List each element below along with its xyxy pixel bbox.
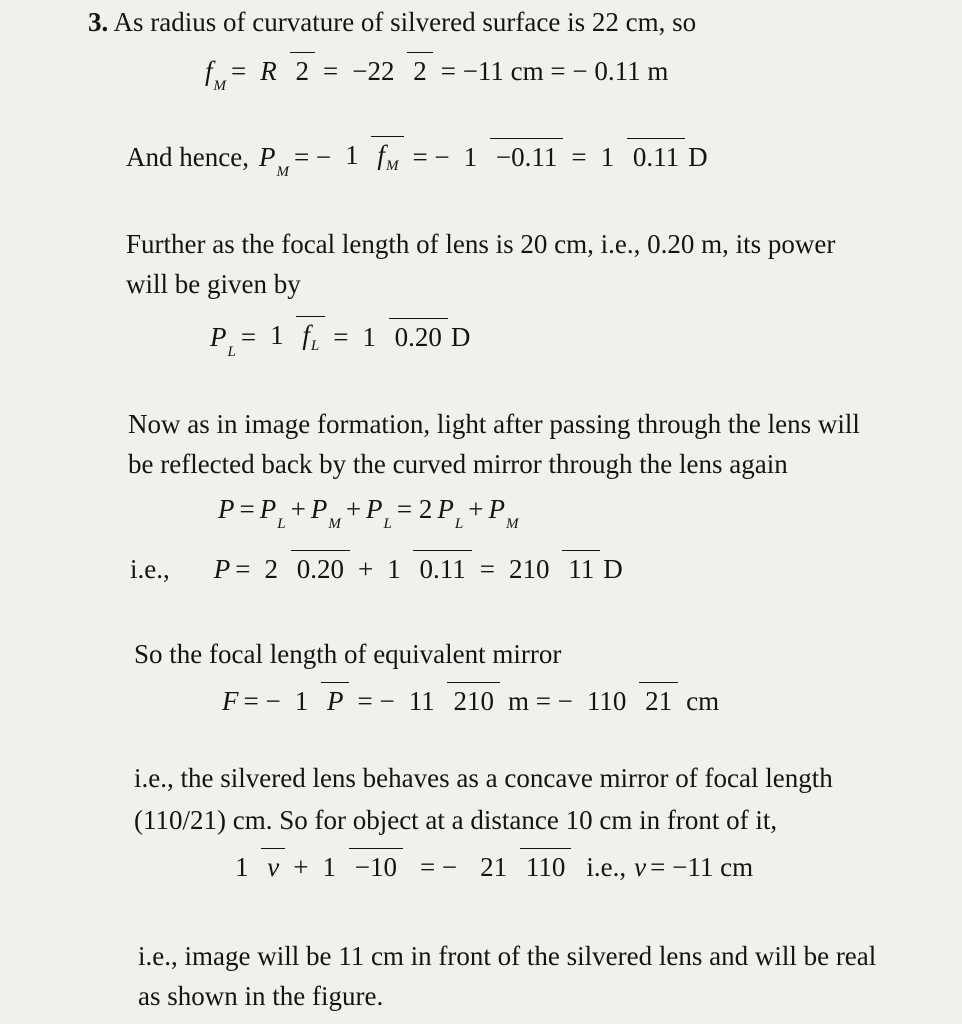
symbol-v: v (634, 852, 647, 882)
denominator: 0.20 (291, 550, 350, 584)
paragraph-line: as shown in the figure. (138, 981, 384, 1011)
numerator: 1 (294, 686, 309, 716)
subscript: L (277, 516, 286, 532)
paragraph-line: i.e., image will be 11 cm in front of the silvered lens and will be real (138, 941, 877, 971)
symbol-p: P (488, 494, 505, 524)
numerator: R (260, 56, 277, 86)
fraction (254, 56, 315, 87)
numerator: 1 (362, 322, 376, 352)
numerator: 11 (408, 686, 435, 716)
numerator: 210 (508, 554, 550, 584)
equation-power-value (130, 554, 623, 585)
intro-line (88, 6, 696, 38)
denominator: 210 (447, 682, 500, 716)
subscript: L (310, 338, 320, 354)
numerator: 1 (463, 142, 478, 172)
symbol-p: P (310, 494, 328, 524)
equals-sign: = (239, 494, 255, 524)
fraction (581, 686, 678, 717)
subscript: L (383, 516, 392, 532)
fraction (339, 140, 404, 175)
paragraph-line: Further as the focal length of lens is 20 cm, i.e., 0.20 m, its power (126, 229, 836, 259)
symbol-p: P (213, 554, 231, 584)
symbol-p: P (437, 494, 454, 524)
equals-minus: = − (243, 686, 281, 716)
fraction (381, 554, 472, 585)
unit-dioptre: D (450, 322, 471, 352)
numerator: 1 (235, 852, 249, 882)
fraction (458, 142, 564, 173)
equals-minus: = − (293, 142, 332, 172)
paragraph-line: i.e., the silvered lens behaves as a concave mirror of focal length (134, 763, 833, 793)
equation-mirror-formula (226, 852, 758, 883)
denominator: v (267, 852, 280, 882)
fraction (595, 142, 686, 173)
equation-equivalent-focal-length (222, 686, 724, 717)
fraction (258, 554, 350, 585)
result-text: = −11 cm = − 0.11 m (440, 56, 669, 86)
plus-sign: + (468, 494, 484, 524)
numerator: 110 (586, 686, 627, 716)
subscript: M (276, 164, 289, 180)
equals-sign: = (323, 56, 339, 86)
numerator: 1 (322, 852, 336, 882)
subscript: M (505, 516, 519, 532)
numerator: −22 (352, 56, 395, 86)
numerator: 21 (480, 852, 508, 882)
equals-minus: = − (357, 686, 395, 716)
unit-dioptre: D (603, 554, 623, 584)
denominator: −0.11 (490, 138, 563, 172)
symbol-p: P (218, 494, 235, 524)
subscript: M (385, 158, 399, 174)
paragraph-line: (110/21) cm. So for object at a distance 10 cm in front of it, (134, 805, 778, 835)
equals-sign: = (231, 56, 247, 86)
fraction (316, 852, 402, 883)
equals-minus: = − (419, 852, 458, 882)
problem-number: 3. (88, 7, 109, 37)
denominator: 11 (562, 550, 600, 584)
symbol-p: P (258, 142, 276, 172)
result-text: = −11 cm (650, 852, 754, 882)
equals-sign: = (479, 554, 495, 584)
plus-sign: + (290, 494, 306, 524)
fraction (356, 322, 448, 353)
metre-equals-minus: m = − (507, 686, 573, 716)
numerator: 1 (270, 320, 284, 350)
fraction (403, 686, 500, 717)
denominator: 0.11 (413, 550, 471, 584)
fraction (503, 554, 600, 585)
symbol-p: P (366, 494, 383, 524)
symbol-f: F (222, 686, 239, 716)
paragraph-line: will be given by (126, 269, 301, 299)
paragraph-line: Now as in image formation, light after passing through the lens will (128, 409, 860, 439)
denominator-f: f (377, 140, 385, 170)
equals-sign: = (333, 322, 349, 352)
fraction (474, 852, 571, 883)
symbol-f: f (205, 56, 213, 86)
fraction (289, 686, 350, 717)
lead-text: i.e., (130, 554, 170, 584)
denominator: 21 (639, 682, 678, 716)
paragraph-line: be reflected back by the curved mirror through the lens again (128, 449, 788, 479)
denominator: P (326, 686, 344, 716)
subscript: M (328, 516, 341, 532)
plus-sign: + (357, 554, 374, 584)
denominator: 110 (520, 848, 572, 882)
denominator: 0.20 (389, 318, 448, 352)
paragraph-line: So the focal length of equivalent mirror (134, 639, 562, 669)
numerator: 1 (345, 140, 359, 170)
denominator: 2 (290, 52, 316, 86)
fraction (264, 320, 325, 355)
equals-minus: = − (412, 142, 450, 172)
numerator: 2 (264, 554, 278, 584)
equation-power-mirror (126, 140, 708, 180)
symbol-p: P (259, 494, 277, 524)
equation-power-lens (210, 320, 471, 360)
denominator-f: f (302, 320, 310, 350)
symbol-p: P (210, 322, 227, 352)
denominator: 2 (407, 52, 433, 86)
subscript: L (227, 344, 236, 360)
intro-text: As radius of curvature of silvered surface is 22 cm, so (113, 7, 697, 37)
equals-two: = 2 (396, 494, 433, 524)
numerator: 1 (387, 554, 401, 584)
equals-sign: = (235, 554, 251, 584)
denominator: −10 (349, 848, 403, 882)
equals-sign: = (571, 142, 587, 172)
fraction (229, 852, 285, 883)
subscript: M (213, 78, 227, 94)
plus-sign: + (345, 494, 362, 524)
denominator: 0.11 (627, 138, 685, 172)
subscript: L (454, 516, 464, 532)
equation-focal-mirror (205, 56, 673, 94)
plus-sign: + (293, 852, 309, 882)
equation-total-power (218, 494, 519, 532)
fraction (346, 56, 432, 87)
lead-text: i.e., (586, 852, 627, 882)
unit-dioptre: D (688, 142, 708, 172)
unit-cm: cm (686, 686, 720, 716)
numerator: 1 (600, 142, 615, 172)
lead-text: And hence, (126, 142, 249, 172)
equals-sign: = (240, 322, 257, 352)
